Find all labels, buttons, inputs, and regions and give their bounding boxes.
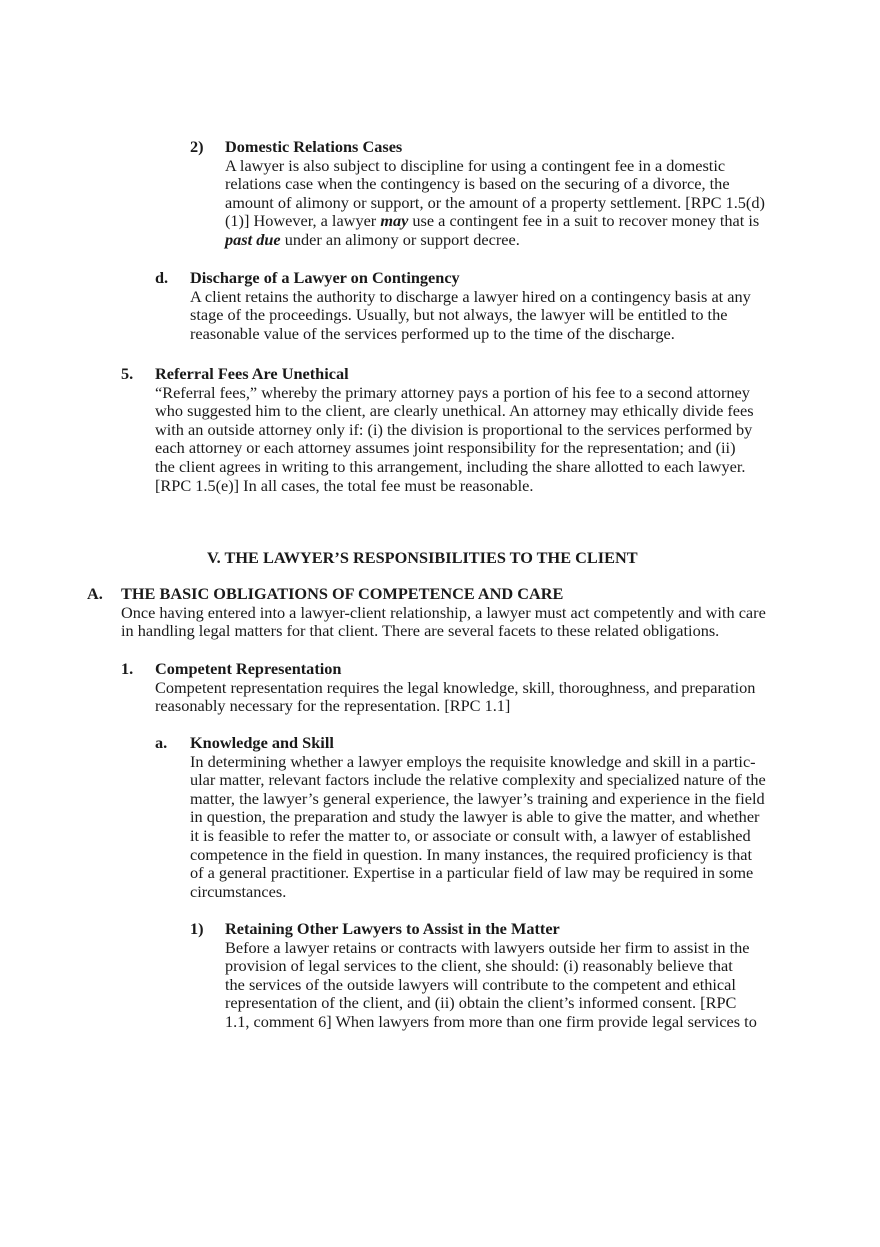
body-line: in question, the preparation and study the lawyer is able to give the matter, and whether — [190, 807, 760, 827]
section-heading: Discharge of a Lawyer on Contingency — [190, 268, 460, 287]
body-line: In determining whether a lawyer employs the requisite knowledge and skill in a partic- — [190, 751, 756, 771]
section-heading: Domestic Relations Cases — [225, 137, 403, 156]
body-line: in handling legal matters for that client. There are several facets to these related obligations. — [121, 621, 720, 641]
body-line: competence in the field in question. In many instances, the required proficiency is that — [190, 844, 752, 864]
section-heading: Competent Representation — [155, 659, 342, 678]
section-number: d. — [155, 268, 169, 287]
body-line: A client retains the authority to discharge a lawyer hired on a contingency basis at any — [190, 286, 751, 306]
body-line: “Referral fees,” whereby the primary attorney pays a portion of his fee to a second attorney — [155, 382, 750, 402]
section-number: 2) — [190, 137, 204, 156]
body-text: under an alimony or support decree. — [280, 229, 520, 249]
body-line: ular matter, relevant factors include the relative complexity and specialized nature of the — [190, 770, 766, 790]
section-retaining-other-lawyers — [225, 920, 757, 1032]
body-line: of a general practitioner. Expertise in a particular field of law may be required in some — [190, 863, 754, 883]
section-heading: Referral Fees Are Unethical — [155, 364, 349, 383]
body-line: stage of the proceedings. Usually, but not always, the lawyer will be entitled to the — [190, 305, 728, 325]
body-line: [RPC 1.5(e)] In all cases, the total fee must be reasonable. — [155, 475, 534, 495]
body-line — [225, 231, 765, 250]
body-line: with an outside attorney only if: (i) the division is proportional to the services performed by — [155, 419, 753, 439]
body-text: (1)] However, a lawyer — [225, 211, 381, 231]
body-line: 1.1, comment 6] When lawyers from more than one firm provide legal services to — [225, 1011, 757, 1031]
body-line: the client agrees in writing to this arrangement, including the share allotted to each lawyer. — [155, 456, 746, 476]
body-line: matter, the lawyer’s general experience, the lawyer’s training and experience in the field — [190, 788, 765, 808]
body-line: who suggested him to the client, are clearly unethical. An attorney may ethically divide fees — [155, 401, 754, 421]
section-number: 1. — [121, 659, 134, 678]
emphasis-text: past due — [225, 229, 281, 249]
chapter-title: V. THE LAWYER’S RESPONSIBILITIES TO THE CLIENT — [207, 548, 638, 567]
section-referral-fees — [155, 365, 754, 495]
body-line: amount of alimony or support, or the amount of a property settlement. [RPC 1.5(d) — [225, 192, 765, 212]
section-heading: Retaining Other Lawyers to Assist in the Matter — [225, 919, 560, 938]
body-line: reasonable value of the services performed up to the time of the discharge. — [190, 323, 675, 343]
body-line: representation of the client, and (ii) obtain the client’s informed consent. [RPC — [225, 993, 737, 1013]
section-number: a. — [155, 733, 168, 752]
body-text: use a contingent fee in a suit to recover money that is — [408, 211, 760, 231]
body-line: relations case when the contingency is based on the securing of a divorce, the — [225, 174, 730, 194]
body-line: circumstances. — [190, 881, 287, 901]
body-line: Once having entered into a lawyer-client relationship, a lawyer must act competently and with care — [121, 602, 766, 622]
section-heading: THE BASIC OBLIGATIONS OF COMPETENCE AND CARE — [121, 584, 564, 603]
section-competent-representation — [155, 660, 755, 716]
body-line: reasonably necessary for the representation. [RPC 1.1] — [155, 696, 511, 716]
body-line: provision of legal services to the client, she should: (i) reasonably believe that — [225, 956, 733, 976]
section-number: A. — [87, 584, 103, 603]
body-line: Before a lawyer retains or contracts with lawyers outside her firm to assist in the — [225, 937, 750, 957]
section-heading: Knowledge and Skill — [190, 733, 334, 752]
section-basic-obligations — [121, 585, 766, 641]
section-number: 1) — [190, 919, 204, 938]
section-discharge — [190, 269, 751, 343]
section-number: 5. — [121, 364, 134, 383]
body-line: A lawyer is also subject to discipline for using a contingent fee in a domestic — [225, 155, 726, 175]
section-domestic-relations — [225, 138, 765, 250]
body-line: Competent representation requires the legal knowledge, skill, thoroughness, and preparation — [155, 677, 756, 697]
body-line: it is feasible to refer the matter to, or associate or consult with, a lawyer of established — [190, 825, 751, 845]
body-line — [225, 212, 765, 231]
body-line: each attorney or each attorney assumes joint responsibility for the representation; and (ii) — [155, 438, 736, 458]
body-line: the services of the outside lawyers will contribute to the competent and ethical — [225, 974, 736, 994]
emphasis-text: may — [380, 211, 409, 231]
section-knowledge-and-skill — [190, 734, 766, 901]
